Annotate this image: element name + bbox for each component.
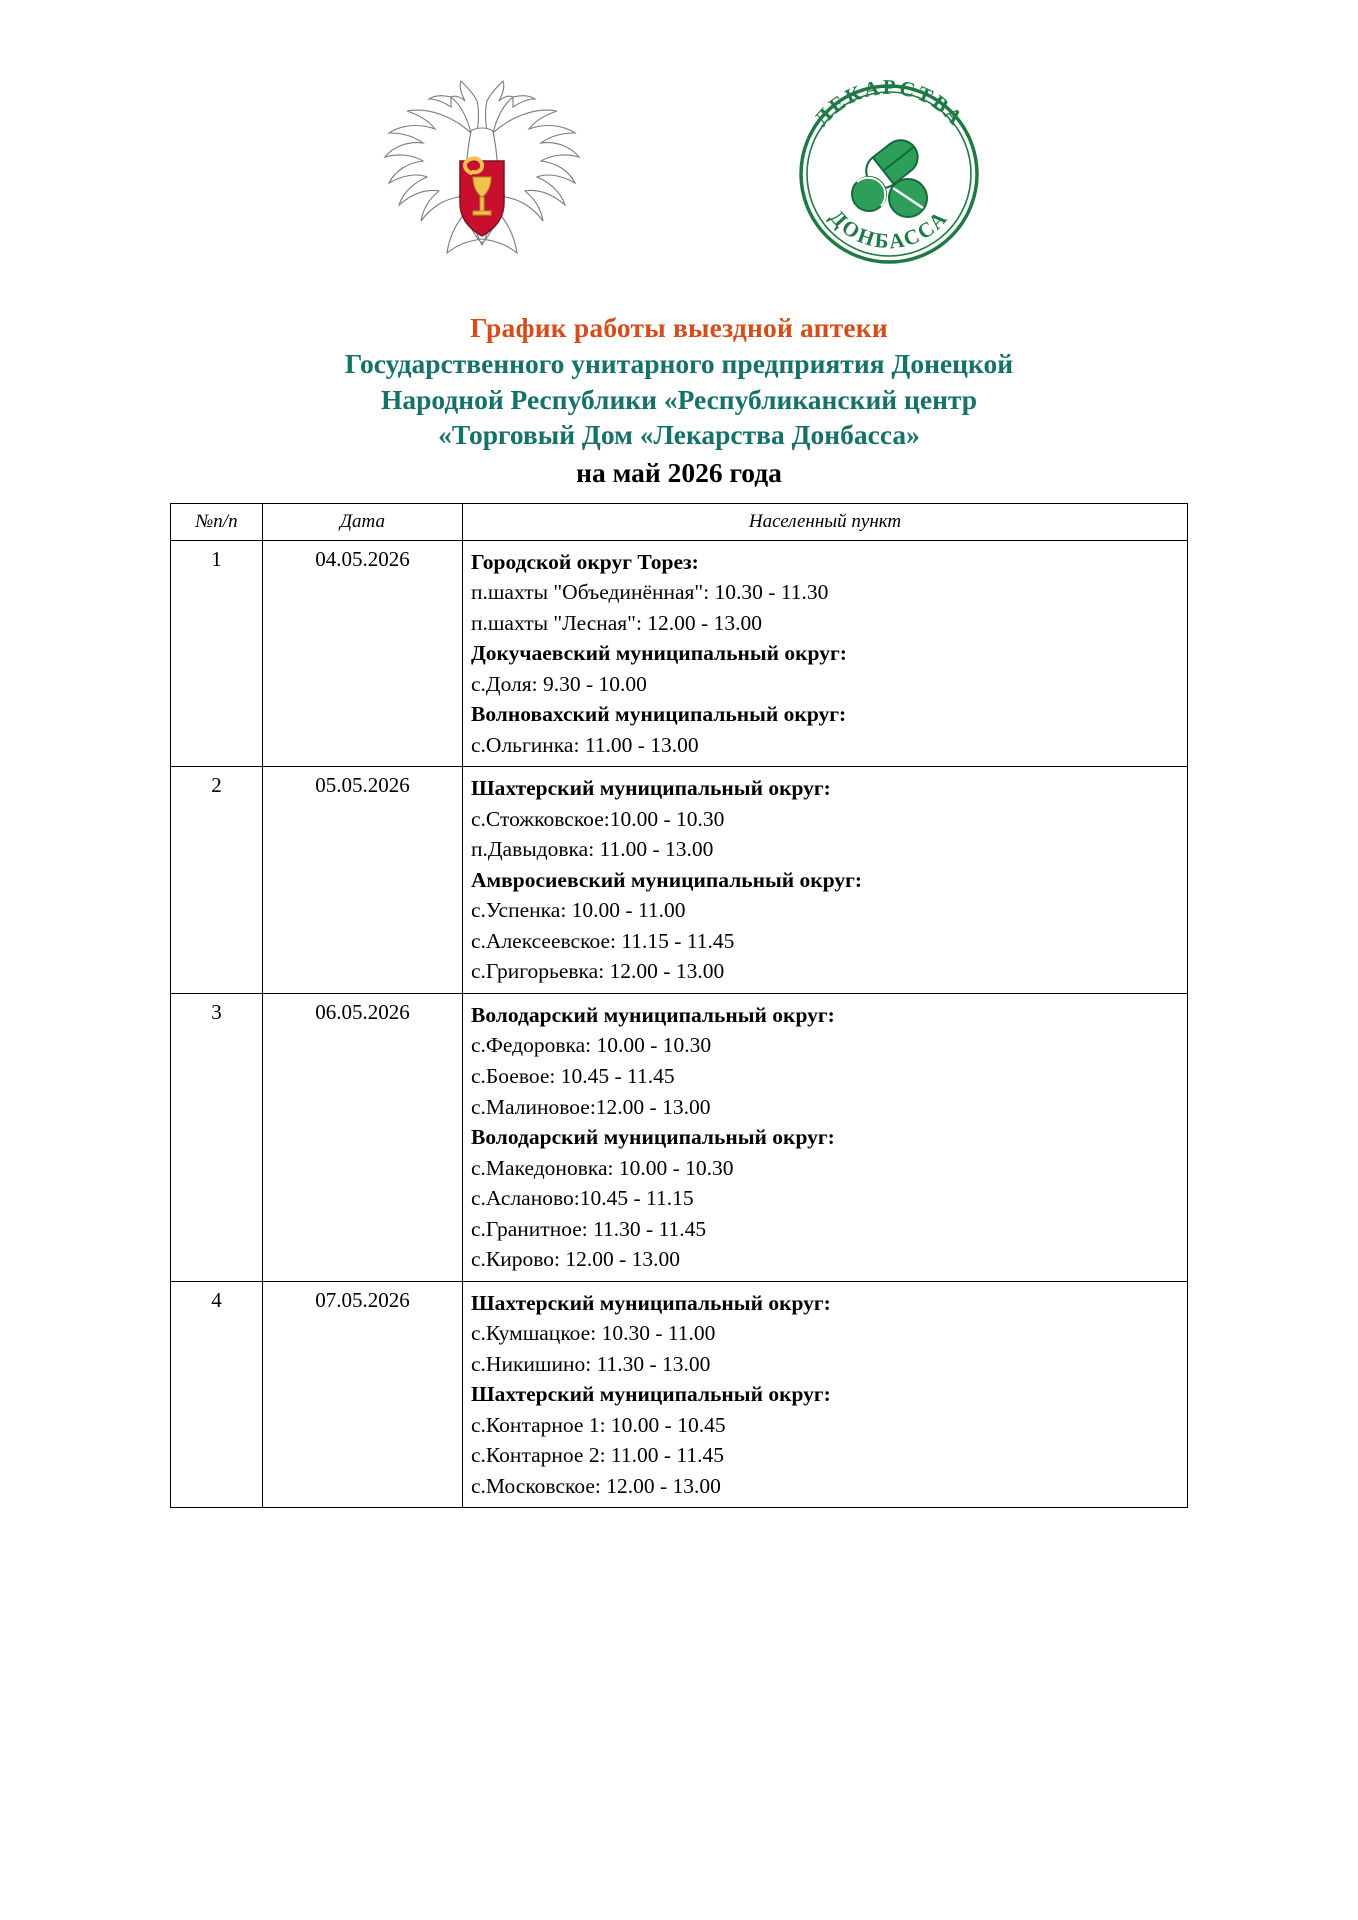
- table-row: [171, 993, 1188, 1281]
- column-header-number: №п/п: [171, 503, 263, 540]
- dpr-coat-of-arms-icon: [367, 73, 597, 268]
- svg-text:ЛЕКАРСТВА: ЛЕКАРСТВА: [808, 74, 969, 131]
- cell-number: 1: [171, 540, 263, 767]
- locality-group-title: Шахтерский муниципальный округ:: [471, 776, 831, 801]
- cell-number: 3: [171, 993, 263, 1281]
- svg-text:ДОНБАССА: ДОНБАССА: [824, 204, 953, 254]
- table-row: [171, 1281, 1188, 1508]
- title-line-2: Государственного унитарного предприятия Донецкой: [344, 347, 1014, 379]
- locality-entry: с.Малиновое:12.00 - 13.00: [471, 1094, 711, 1119]
- locality-entry: с.Контарное 2: 11.00 - 11.45: [471, 1443, 724, 1468]
- locality-entry: с.Кумшацкое: 10.30 - 11.00: [471, 1321, 716, 1346]
- table-header-row: [171, 503, 1188, 540]
- locality-entry: с.Стожковское:10.00 - 10.30: [471, 806, 725, 831]
- locality-group-title: Шахтерский муниципальный округ:: [471, 1382, 831, 1407]
- cell-date: 04.05.2026: [263, 540, 463, 767]
- locality-entry: с.Кирово: 12.00 - 13.00: [471, 1247, 681, 1272]
- lekarstva-donbassa-logo-icon: [787, 70, 992, 270]
- cell-number: 2: [171, 767, 263, 994]
- locality-entry: п.Давыдовка: 11.00 - 13.00: [471, 837, 714, 862]
- cell-number: 4: [171, 1281, 263, 1508]
- title-line-5: на май 2026 года: [576, 457, 782, 488]
- locality-entry: п.шахты "Лесная": 12.00 - 13.00: [471, 610, 762, 635]
- column-header-locality: Населенный пункт: [463, 503, 1188, 540]
- cell-locality: [463, 540, 1188, 767]
- column-header-date: Дата: [263, 503, 463, 540]
- logo-row: [170, 70, 1188, 270]
- cell-locality: [463, 993, 1188, 1281]
- document-title: [170, 310, 1188, 491]
- locality-entry: с.Алексеевское: 11.15 - 11.45: [471, 928, 735, 953]
- locality-entry: с.Московское: 12.00 - 13.00: [471, 1473, 721, 1498]
- schedule-table: [170, 503, 1188, 1508]
- title-line-1: График работы выездной аптеки: [470, 312, 888, 343]
- cell-date: 07.05.2026: [263, 1281, 463, 1508]
- locality-entry: с.Македоновка: 10.00 - 10.30: [471, 1155, 734, 1180]
- table-row: [171, 540, 1188, 767]
- locality-group-title: Амвросиевский муниципальный округ:: [471, 867, 863, 892]
- title-line-3: Народной Республики «Республиканский центр: [380, 383, 978, 415]
- locality-group-title: Володарский муниципальный округ:: [471, 1125, 835, 1150]
- locality-entry: с.Ольгинка: 11.00 - 13.00: [471, 732, 699, 757]
- locality-entry: с.Гранитное: 11.30 - 11.45: [471, 1216, 707, 1241]
- cell-date: 06.05.2026: [263, 993, 463, 1281]
- title-line-4: «Торговый Дом «Лекарства Донбасса»: [438, 419, 920, 451]
- locality-group-title: Волновахский муниципальный округ:: [471, 702, 847, 727]
- locality-entry: с.Никишино: 11.30 - 13.00: [471, 1351, 711, 1376]
- locality-group-title: Володарский муниципальный округ:: [471, 1002, 835, 1027]
- locality-group-title: Шахтерский муниципальный округ:: [471, 1290, 831, 1315]
- table-row: [171, 767, 1188, 994]
- locality-entry: с.Успенка: 10.00 - 11.00: [471, 898, 686, 923]
- cell-locality: [463, 767, 1188, 994]
- locality-entry: с.Доля: 9.30 - 10.00: [471, 671, 647, 696]
- locality-entry: с.Федоровка: 10.00 - 10.30: [471, 1033, 712, 1058]
- locality-entry: с.Григорьевка: 12.00 - 13.00: [471, 959, 725, 984]
- locality-group-title: Докучаевский муниципальный округ:: [471, 641, 847, 666]
- locality-group-title: Городской округ Торез:: [471, 549, 699, 574]
- locality-entry: с.Контарное 1: 10.00 - 10.45: [471, 1412, 726, 1437]
- locality-entry: п.шахты "Объединённая": 10.30 - 11.30: [471, 580, 829, 605]
- cell-date: 05.05.2026: [263, 767, 463, 994]
- locality-entry: с.Боевое: 10.45 - 11.45: [471, 1064, 675, 1088]
- cell-locality: [463, 1281, 1188, 1508]
- locality-entry: с.Асланово:10.45 - 11.15: [471, 1186, 694, 1211]
- schedule-table-body: [171, 540, 1188, 1507]
